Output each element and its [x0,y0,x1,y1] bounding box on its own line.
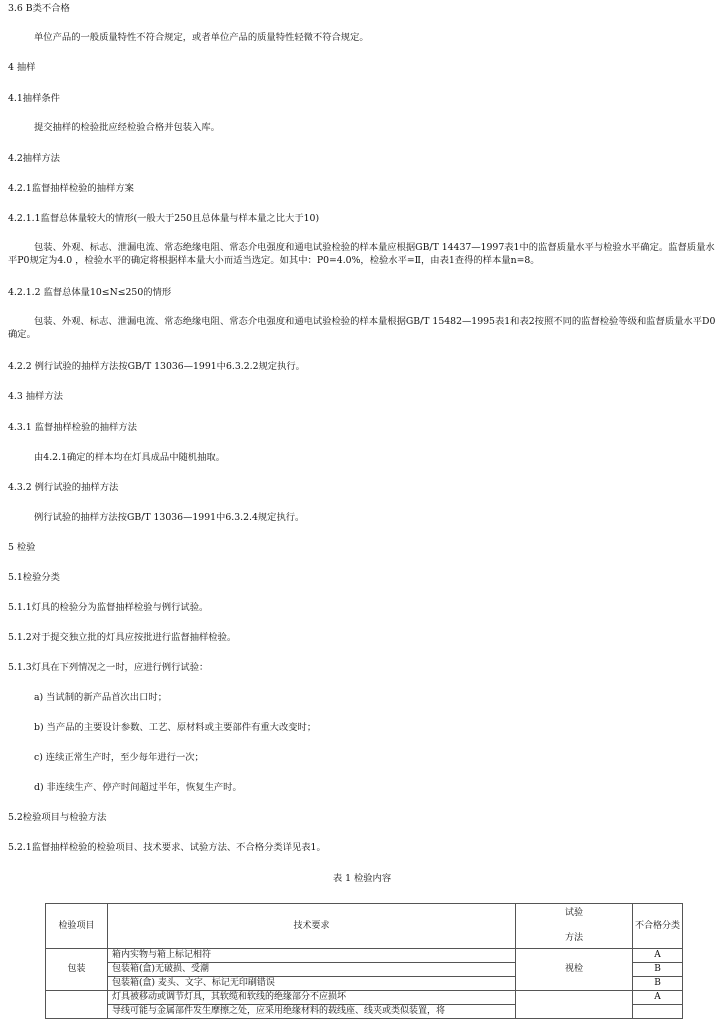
cell-item [46,991,108,1019]
clause-4-2-1-1-heading: 4.2.1.1监督总体量较大的情形(一般大于250且总体量与样本量之比大于10) [8,213,320,224]
cell-method: 视检 [516,949,633,991]
clause-5-1-1: 5.1.1灯具的检验分为监督抽样检验与例行试验。 [8,602,209,613]
cell-requirement: 灯具被移动或调节灯具，其软缆和软线的绝缘部分不应损坏 [108,991,516,1005]
table-caption: 表 1 检验内容 [332,873,392,884]
list-item-d: d) 非连续生产、停产时间超过半年，恢复生产时。 [34,782,242,793]
cell-item: 包装 [46,949,108,991]
header-method-top: 试验 [564,908,583,918]
table-row [46,991,683,1005]
paragraph: 由4.2.1确定的样本均在灯具成品中随机抽取。 [34,452,225,463]
clause-4-3-2-heading: 4.3.2 例行试验的抽样方法 [8,482,119,493]
cell-requirement: 包装箱(盒) 麦头、文字、标记无印刷错误 [108,977,516,991]
clause-3-6-heading: 3.6 B类不合格 [8,3,70,14]
cell-class: A [633,949,683,963]
paragraph: 提交抽样的检验批应经检验合格并包装入库。 [34,122,220,133]
header-method-bottom: 方法 [564,933,583,943]
clause-4-2-1-heading: 4.2.1监督抽样检验的抽样方案 [8,183,134,194]
cell-class [633,1005,683,1019]
clause-4-3-1-heading: 4.3.1 监督抽样检验的抽样方法 [8,422,137,433]
cell-requirement: 包装箱(盒)无破损、受潮 [108,963,516,977]
paragraph: 单位产品的一般质量特性不符合规定，或者单位产品的质量特性轻微不符合规定。 [34,32,369,43]
clause-5-2-heading: 5.2检验项目与检验方法 [8,812,107,823]
cell-class: B [633,977,683,991]
paragraph: 包装、外观、标志、泄漏电流、常态绝缘电阻、常态介电强度和通电试验检验的样本量根据GB/T 15482—1995表1和表2按照不同的监督检验等级和监督质量水平D0确定。 [8,316,716,340]
clause-4-2-heading: 4.2抽样方法 [8,153,60,164]
cell-requirement: 导线可能与金属部件发生摩擦之处，应采用绝缘材料的载线座、线夹或类似装置，将 [108,1005,516,1019]
header-item: 检验项目 [46,904,108,949]
clause-5-2-1: 5.2.1监督抽样检验的检验项目、技术要求、试验方法、不合格分类详见表1。 [8,842,326,853]
table-header-row [46,904,683,949]
header-requirement: 技术要求 [108,904,516,949]
inspection-table [45,903,683,1019]
cell-method [516,991,633,1019]
list-item-b: b) 当产品的主要设计参数、工艺、原材料或主要部件有重大改变时； [34,722,317,733]
clause-5-1-3: 5.1.3灯具在下列情况之一时，应进行例行试验： [8,662,209,673]
cell-class: A [633,991,683,1005]
clause-4-3-heading: 4.3 抽样方法 [8,391,63,402]
table-row [46,949,683,963]
list-item-c: c) 连续正常生产时，至少每年进行一次； [34,752,204,763]
clause-4-1-heading: 4.1抽样条件 [8,93,60,104]
header-method [516,904,633,949]
paragraph: 例行试验的抽样方法按GB/T 13036—1991中6.3.2.4规定执行。 [34,512,305,523]
clause-4-2-2: 4.2.2 例行试验的抽样方法按GB/T 13036—1991中6.3.2.2规定执行。 [8,361,305,372]
cell-class: B [633,963,683,977]
list-item-a: a) 当试制的新产品首次出口时； [34,692,167,703]
cell-requirement: 箱内实物与箱上标记相符 [108,949,516,963]
section-5-heading: 5 检验 [8,542,36,553]
clause-4-2-1-2-heading: 4.2.1.2 监督总体量10≤N≤250的情形 [8,287,172,298]
section-4-heading: 4 抽样 [8,62,36,73]
clause-5-1-heading: 5.1检验分类 [8,572,60,583]
clause-5-1-2: 5.1.2对于提交独立批的灯具应按批进行监督抽样检验。 [8,632,237,643]
paragraph: 包装、外观、标志、泄漏电流、常态绝缘电阻、常态介电强度和通电试验检验的样本量应根据GB/T 14437—1997表1中的监督质量水平与检验水平确定。监督质量水平P0规定为4.0 ，检验水平的确定将根据样本量大小而适当选定。如其中：P0=4.0%，检验水平=Ⅱ，由表1查得的样本量n=8。 [8,242,715,266]
header-class: 不合格分类 [633,904,683,949]
